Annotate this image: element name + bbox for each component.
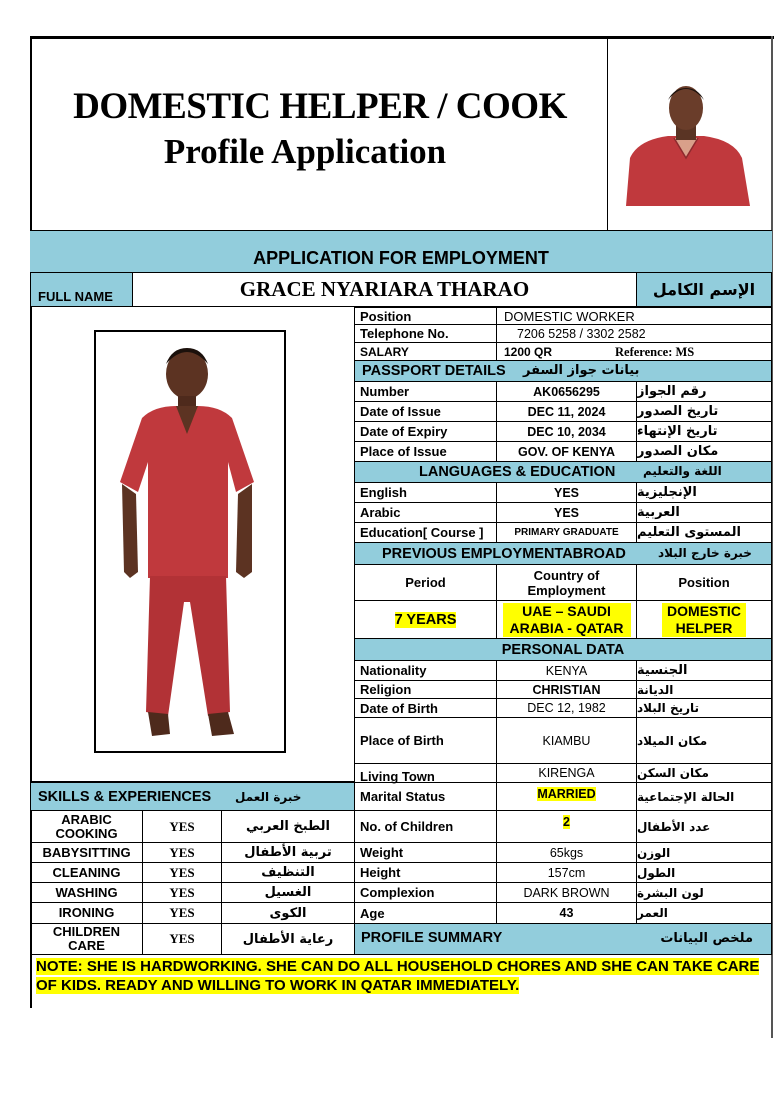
personal-row-arabic: عدد الأطفال (636, 810, 772, 843)
telephone-label: Telephone No. (354, 324, 497, 343)
passport-title: PASSPORT DETAILS (362, 363, 506, 379)
personal-row-arabic: تاريخ البلاد (636, 698, 772, 718)
language-row-label: Education[ Course ] (354, 522, 497, 543)
passport-row-label: Date of Issue (354, 401, 497, 422)
salary-label: SALARY (354, 342, 497, 361)
personal-row-arabic: الحالة الإجتماعية (636, 782, 772, 811)
position-label: Position (354, 307, 497, 325)
page-title: DOMESTIC HELPER / COOK (73, 85, 567, 127)
passport-title-arabic: بيانات جواز السفر (523, 363, 640, 378)
passport-row-arabic: تاريخ الصدور (636, 401, 772, 422)
language-row-value: YES (496, 482, 637, 503)
personal-row-arabic: العمر (636, 902, 772, 924)
personal-row-value: DARK BROWN (496, 882, 637, 903)
full-name-arabic: الإسم الكامل (636, 272, 772, 307)
application-banner: APPLICATION FOR EMPLOYMENT (30, 230, 772, 272)
salary-value: 1200 QR (496, 342, 772, 361)
passport-row-value: DEC 10, 2034 (496, 421, 637, 442)
skill-name: ARABIC COOKING (30, 810, 143, 843)
personal-row-arabic: الطول (636, 862, 772, 883)
skill-value: YES (142, 810, 222, 843)
personal-row-value: CHRISTIAN (496, 680, 637, 699)
personal-row-label: Living Town (354, 763, 497, 783)
skills-title-arabic: خبرة العمل (235, 790, 302, 804)
skill-value: YES (142, 882, 222, 903)
profile-summary-title: PROFILE SUMMARY (361, 930, 503, 946)
employment-country: UAE – SAUDI ARABIA - QATAR (503, 603, 631, 637)
personal-row-value: MARRIED (537, 787, 596, 801)
skill-arabic: التنظيف (221, 862, 355, 883)
personal-row-value: KIRENGA (496, 763, 637, 783)
employment-title: PREVIOUS EMPLOYMENTABROAD (382, 546, 626, 562)
passport-row-label: Place of Issue (354, 441, 497, 462)
skill-arabic: الطبخ العربي (221, 810, 355, 843)
profile-summary-arabic: ملخص البيانات (660, 931, 753, 946)
languages-title-arabic: اللغة والتعليم (643, 464, 722, 478)
passport-row-value: AK0656295 (496, 381, 637, 402)
skills-title: SKILLS & EXPERIENCES (38, 789, 212, 805)
personal-row-label: Place of Birth (354, 717, 497, 764)
passport-row-label: Date of Expiry (354, 421, 497, 442)
skill-arabic: تربية الأطفال (221, 842, 355, 863)
personal-row-label: Height (354, 862, 497, 883)
personal-row-value: 43 (496, 902, 637, 924)
personal-row-arabic: مكان الميلاد (636, 717, 772, 764)
language-row-arabic: العربية (636, 502, 772, 523)
skill-arabic: الغسيل (221, 882, 355, 903)
profile-summary-header (354, 923, 772, 955)
personal-row-value: KIAMBU (496, 717, 637, 764)
personal-row-value: DEC 12, 1982 (496, 698, 637, 718)
headshot-photo (618, 78, 754, 208)
employment-position-cell (636, 600, 772, 639)
personal-row-arabic: الوزن (636, 842, 772, 863)
language-row-arabic: الإنجليزية (636, 482, 772, 503)
employment-period-cell (354, 600, 497, 639)
skill-name: IRONING (30, 902, 143, 924)
personal-row-label: No. of Children (354, 810, 497, 843)
skill-name: CLEANING (30, 862, 143, 883)
passport-row-arabic: تاريخ الإنتهاء (636, 421, 772, 442)
employment-position: DOMESTIC HELPER (662, 603, 746, 637)
full-name-value: GRACE NYARIARA THARAO (132, 272, 637, 307)
languages-header (354, 461, 772, 483)
personal-row-value: 2 (563, 815, 570, 829)
personal-row-label: Marital Status (354, 782, 497, 811)
skill-arabic: رعاية الأطفال (221, 923, 355, 955)
skill-value: YES (142, 923, 222, 955)
passport-row-label: Number (354, 381, 497, 402)
employment-col-country: Country of Employment (496, 564, 637, 601)
personal-row-label: Age (354, 902, 497, 924)
page-subtitle: Profile Application (163, 132, 447, 171)
profile-note (36, 957, 770, 995)
reference-code: Reference: MS (615, 345, 695, 359)
skill-name: WASHING (30, 882, 143, 903)
personal-row-value: KENYA (496, 660, 637, 681)
skill-name: CHILDREN CARE (30, 923, 143, 955)
personal-row-arabic: لون البشرة (636, 882, 772, 903)
passport-row-value: GOV. OF KENYA (496, 441, 637, 462)
telephone-value: 7206 5258 / 3302 2582 (496, 324, 772, 343)
skill-value: YES (142, 862, 222, 883)
employment-col-position: Position (636, 564, 772, 601)
language-row-value: PRIMARY GRADUATE (496, 522, 637, 543)
language-row-label: English (354, 482, 497, 503)
language-row-arabic: المستوى التعليم (636, 522, 772, 543)
full-name-label: FULL NAME (30, 272, 133, 307)
position-value: DOMESTIC WORKER (496, 307, 772, 325)
personal-row-arabic: الجنسية (636, 660, 772, 681)
languages-title: LANGUAGES & EDUCATION (419, 464, 616, 480)
passport-header (354, 360, 772, 382)
personal-row-value: 157cm (496, 862, 637, 883)
passport-row-value: DEC 11, 2024 (496, 401, 637, 422)
passport-row-arabic: رقم الجواز (636, 381, 772, 402)
employment-header (354, 542, 772, 565)
employment-title-arabic: خبرة خارج البلاد (658, 546, 752, 560)
skill-arabic: الكوى (221, 902, 355, 924)
note-text: NOTE: SHE IS HARDWORKING. SHE CAN DO ALL HOUSEHOLD CHORES AND SHE CAN TAKE CARE OF KIDS. READY AND WILLING TO WORK IN QATAR IMMEDIATELY. (36, 958, 760, 994)
personal-row-label: Nationality (354, 660, 497, 681)
personal-row-label: Complexion (354, 882, 497, 903)
personal-row-arabic: الديانة (636, 680, 772, 699)
employment-col-period: Period (354, 564, 497, 601)
employment-period: 7 YEARS (394, 611, 457, 628)
marital-status-cell (496, 782, 637, 811)
children-cell (496, 810, 637, 843)
employment-country-cell (496, 600, 637, 639)
photo-area-border (30, 307, 354, 782)
language-row-label: Arabic (354, 502, 497, 523)
personal-row-label: Weight (354, 842, 497, 863)
personal-row-label: Date of Birth (354, 698, 497, 718)
skill-value: YES (142, 842, 222, 863)
personal-row-value: 65kgs (496, 842, 637, 863)
passport-row-arabic: مكان الصدور (636, 441, 772, 462)
skill-name: BABYSITTING (30, 842, 143, 863)
personal-row-arabic: مكان السكن (636, 763, 772, 783)
skills-header (30, 782, 355, 811)
skill-value: YES (142, 902, 222, 924)
personal-row-label: Religion (354, 680, 497, 699)
personal-data-header: PERSONAL DATA (354, 638, 772, 661)
language-row-value: YES (496, 502, 637, 523)
